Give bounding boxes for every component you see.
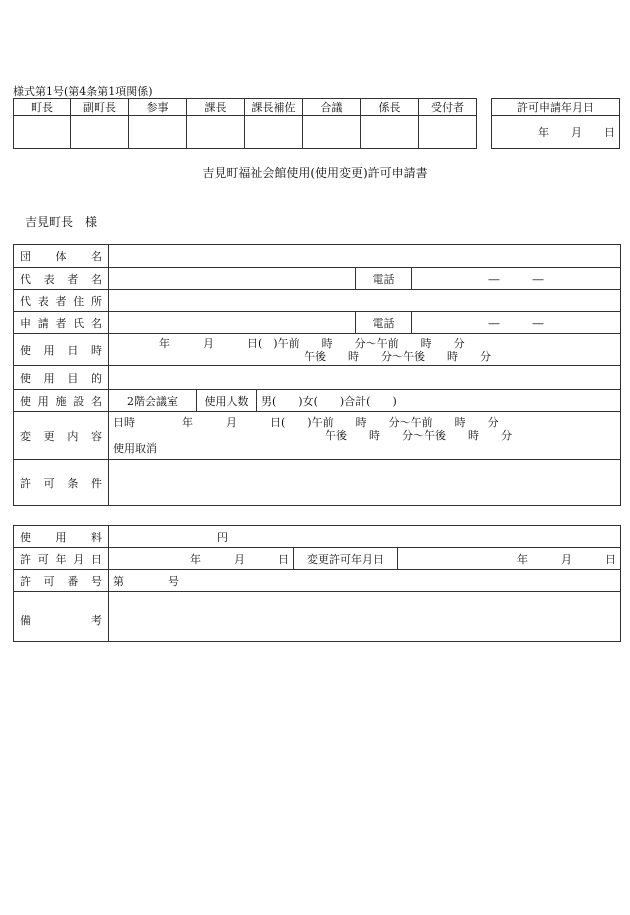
phone-field[interactable]: ― ― (412, 268, 621, 290)
stamp-box-deputy-mayor[interactable] (71, 116, 129, 149)
phone-label: 電話 (356, 268, 412, 290)
usage-datetime-line1: 年 月 日( )午前 時 分～午前 時 分 (159, 336, 465, 350)
remarks-label: 備考 (14, 592, 109, 642)
phone-field-2[interactable]: ― ― (412, 312, 621, 334)
application-date-field[interactable]: 年 月 日 (492, 116, 620, 149)
stamp-box-consultation[interactable] (303, 116, 361, 149)
application-date-header: 許可申請年月日 (492, 99, 620, 116)
approval-table (13, 98, 477, 149)
change-datetime-label: 日時 (113, 416, 135, 429)
usage-datetime-line2: 午後 時 分～午後 時 分 (304, 349, 491, 363)
applicant-name-label: 申請者氏名 (14, 312, 109, 334)
representative-field[interactable] (109, 268, 356, 290)
facility-name-label: 使用施設名 (14, 390, 109, 412)
group-name-field[interactable] (109, 245, 621, 268)
usage-purpose-field[interactable] (109, 366, 621, 390)
permit-conditions-field[interactable] (109, 460, 621, 506)
addressee: 吉見町長 様 (25, 215, 98, 229)
usage-datetime-label: 使用日時 (14, 334, 109, 366)
applicant-name-field[interactable] (109, 312, 356, 334)
stamp-box-section-chief[interactable] (187, 116, 245, 149)
document-title: 吉見町福祉会館使用(使用変更)許可申請書 (202, 166, 428, 180)
rep-address-field[interactable] (109, 290, 621, 312)
change-permit-date-label: 変更許可年月日 (294, 548, 398, 570)
stamp-box-team-leader[interactable] (361, 116, 419, 149)
application-table (13, 244, 621, 506)
stamp-box-assistant-chief[interactable] (245, 116, 303, 149)
rep-address-label: 代表者住所 (14, 290, 109, 312)
change-datetime-line2: 午後 時 分～午後 時 分 (325, 429, 512, 442)
approval-header-team-leader: 係長 (361, 99, 419, 116)
usage-purpose-label: 使用目的 (14, 366, 109, 390)
change-content-field[interactable] (109, 412, 621, 460)
stamp-box-mayor[interactable] (14, 116, 71, 149)
stamp-box-counselor[interactable] (129, 116, 187, 149)
approval-header-counselor: 参事 (129, 99, 187, 116)
approval-header-deputy-mayor: 副町長 (71, 99, 129, 116)
permit-table (13, 525, 621, 642)
usage-datetime-field[interactable] (109, 334, 621, 366)
change-content-label: 変更内容 (14, 412, 109, 460)
form-number: 様式第1号(第4条第1項関係) (13, 85, 153, 98)
people-count-field[interactable]: 男( )女( )合計( ) (257, 390, 621, 412)
permit-date-field[interactable]: 年 月 日 (109, 548, 294, 570)
approval-header-section-chief: 課長 (187, 99, 245, 116)
approval-header-consultation: 合議 (303, 99, 361, 116)
change-cancel-option[interactable]: 使用取消 (113, 442, 157, 455)
fee-unit: 円 (217, 530, 228, 544)
remarks-field[interactable] (109, 592, 621, 642)
representative-label: 代表者名 (14, 268, 109, 290)
change-permit-date-field[interactable]: 年 月 日 (398, 548, 621, 570)
group-name-label: 団体名 (14, 245, 109, 268)
stamp-box-receiver[interactable] (419, 116, 477, 149)
change-datetime-line1: 年 月 日( )午前 時 分～午前 時 分 (182, 416, 499, 429)
permit-number-field[interactable]: 第 号 (109, 570, 621, 592)
permit-number-label: 許可番号 (14, 570, 109, 592)
phone-label-2: 電話 (356, 312, 412, 334)
people-count-label: 使用人数 (197, 390, 257, 412)
approval-header-mayor: 町長 (14, 99, 71, 116)
fee-field[interactable] (109, 526, 621, 548)
permit-conditions-label: 許可条件 (14, 460, 109, 506)
fee-label: 使用料 (14, 526, 109, 548)
application-date-table (491, 98, 620, 149)
approval-header-assistant-chief: 課長補佐 (245, 99, 303, 116)
approval-header-receiver: 受付者 (419, 99, 477, 116)
permit-date-label: 許可年月日 (14, 548, 109, 570)
facility-name-value: 2階会議室 (109, 390, 197, 412)
